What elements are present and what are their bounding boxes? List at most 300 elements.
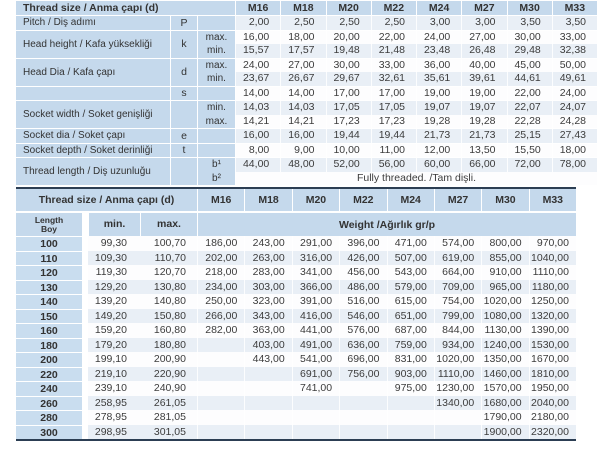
weight-cell: 2180,00 xyxy=(529,410,576,425)
weight-cell: 316,00 xyxy=(292,251,339,266)
dim-value-cell: 66,00 xyxy=(461,158,506,172)
weight-cell: 579,00 xyxy=(387,280,434,295)
weight-cell: 516,00 xyxy=(339,294,386,309)
min-cell: 199,10 xyxy=(94,353,127,365)
dim-value-cell: 19,28 xyxy=(416,115,461,129)
size-header-cell: M24 xyxy=(387,189,434,211)
weight-cell: 800,00 xyxy=(481,236,528,251)
weight-cell: 759,00 xyxy=(387,338,434,353)
weight-cell: 975,00 xyxy=(387,381,434,396)
dim-value-cell: 29,67 xyxy=(326,72,371,86)
dim-value-cell: 20,00 xyxy=(326,31,371,45)
dim-value-cell: 17,00 xyxy=(326,87,371,101)
dim-value-cell: 14,00 xyxy=(235,87,280,101)
dim-value-cell: 19,48 xyxy=(326,44,371,58)
weight-row xyxy=(16,352,576,367)
dim-modifier xyxy=(197,87,235,101)
min-cell: 298,95 xyxy=(94,425,127,438)
dim-group xyxy=(16,100,597,128)
dim-data-row xyxy=(197,101,597,115)
length-header xyxy=(16,213,82,236)
weight-row xyxy=(16,396,576,411)
weight-cell xyxy=(197,396,244,411)
dim-value-cell: 45,00 xyxy=(507,59,552,73)
weight-cell: 1340,00 xyxy=(434,396,481,411)
weight-cell: 903,00 xyxy=(387,367,434,382)
weight-cell xyxy=(339,396,386,411)
weight-cell xyxy=(244,425,291,440)
weight-cell: 2040,00 xyxy=(529,396,576,411)
weight-subheader-row xyxy=(16,211,576,236)
weight-cell: 1810,00 xyxy=(529,367,576,382)
length-cell: 220 xyxy=(16,367,82,382)
min-cell: 159,20 xyxy=(94,324,127,336)
weight-cell xyxy=(197,352,244,367)
weight-cell: 343,00 xyxy=(244,309,291,324)
weight-cell: 1570,00 xyxy=(481,381,528,396)
length-cell: 200 xyxy=(16,352,82,367)
weight-cell: 443,00 xyxy=(244,352,291,367)
dim-value-cell: 23,67 xyxy=(235,72,280,86)
weight-cell: 403,00 xyxy=(244,338,291,353)
dim-value-cell: 10,00 xyxy=(326,144,371,158)
dim-group xyxy=(16,157,597,185)
dim-modifier: max. xyxy=(197,115,235,129)
dim-symbol: e xyxy=(170,129,197,143)
weight-cell xyxy=(244,396,291,411)
weight-row xyxy=(16,265,576,280)
weight-cell: 303,00 xyxy=(244,280,291,295)
length-cell: 130 xyxy=(16,280,82,295)
size-header-cell: M20 xyxy=(292,189,339,211)
dim-modifier: min. xyxy=(197,44,235,58)
length-cell: 150 xyxy=(16,309,82,324)
dim-value-cell: 17,23 xyxy=(371,115,416,129)
dim-value-cell: 26,67 xyxy=(280,72,325,86)
weight-cell: 1350,00 xyxy=(481,352,528,367)
dim-value-cell: 19,44 xyxy=(326,129,371,143)
dim-value-cell: 2,00 xyxy=(235,16,280,30)
weight-cell: 1130,00 xyxy=(481,323,528,338)
weight-cell: 691,00 xyxy=(292,367,339,382)
dim-modifier xyxy=(197,144,235,158)
weight-cell: 363,00 xyxy=(244,323,291,338)
dim-value-cell: 16,00 xyxy=(280,129,325,143)
weight-cell: 664,00 xyxy=(434,265,481,280)
weight-cell xyxy=(339,425,386,440)
dim-group-rows xyxy=(197,158,597,185)
size-header-cell: M22 xyxy=(371,1,416,15)
max-cell: 110,70 xyxy=(154,251,186,264)
weight-cell: 266,00 xyxy=(197,309,244,324)
dim-value-cell: 33,00 xyxy=(371,59,416,73)
weight-cell: 341,00 xyxy=(292,265,339,280)
dim-group-rows xyxy=(197,101,597,128)
weight-cell: 1040,00 xyxy=(529,251,576,266)
dim-value-cell: 14,21 xyxy=(280,115,325,129)
weight-row xyxy=(16,338,576,353)
length-header-tr: Boy xyxy=(40,223,58,234)
dim-value-cell: 3,00 xyxy=(461,16,506,30)
weight-table xyxy=(16,187,576,441)
dim-group-rows xyxy=(197,129,597,143)
min-header: min. xyxy=(88,213,140,236)
dim-value-cell: 27,43 xyxy=(552,129,597,143)
dim-value-cell: 39,61 xyxy=(461,72,506,86)
weight-unit-header: Weight /Ağırlık gr/p xyxy=(197,213,576,236)
weight-cell: 1670,00 xyxy=(529,352,576,367)
dim-value-cell: 8,00 xyxy=(235,144,280,158)
dim-value-cell: 18,00 xyxy=(552,144,597,158)
dim-value-cell: 17,23 xyxy=(326,115,371,129)
max-cell: 220,90 xyxy=(153,367,186,380)
dim-value-cell: 49,61 xyxy=(552,72,597,86)
weight-cell xyxy=(197,367,244,382)
weight-cell: 799,00 xyxy=(434,309,481,324)
dim-value-cell: 40,00 xyxy=(461,59,506,73)
dim-value-cell: 22,00 xyxy=(371,31,416,45)
dim-modifier: max. xyxy=(197,31,235,45)
dim-value-cell: 16,00 xyxy=(235,129,280,143)
dim-group xyxy=(16,15,597,30)
weight-cell: 844,00 xyxy=(434,323,481,338)
dim-value-cell: 44,00 xyxy=(235,158,280,172)
weight-cell: 282,00 xyxy=(197,323,244,338)
weight-cell: 619,00 xyxy=(434,251,481,266)
dim-value-cell: 35,61 xyxy=(416,72,461,86)
dim-value-cell: 18,00 xyxy=(280,31,325,45)
dim-group-rows xyxy=(197,87,597,101)
dim-group xyxy=(16,30,597,58)
weight-row xyxy=(16,381,576,396)
fully-threaded-note: Fully threaded. /Tam dişli. xyxy=(235,172,597,186)
weight-cell xyxy=(292,425,339,440)
dim-value-cell: 17,00 xyxy=(371,87,416,101)
weight-cell: 391,00 xyxy=(292,294,339,309)
weight-cell: 243,00 xyxy=(244,236,291,251)
dim-value-cell: 27,00 xyxy=(280,59,325,73)
weight-row xyxy=(16,294,576,309)
weight-cell: 546,00 xyxy=(339,309,386,324)
min-cell: 109,30 xyxy=(94,251,127,264)
weight-cell: 1900,00 xyxy=(481,425,528,440)
weight-cell: 396,00 xyxy=(339,236,386,251)
size-header-cell: M18 xyxy=(280,1,325,15)
length-cell: 100 xyxy=(16,236,82,251)
dim-value-cell: 3,50 xyxy=(552,16,597,30)
weight-cell: 687,00 xyxy=(387,323,434,338)
dim-value-cell: 22,00 xyxy=(507,87,552,101)
weight-cell: 1230,00 xyxy=(434,381,481,396)
max-cell: 130,80 xyxy=(153,280,186,293)
weight-row xyxy=(16,251,576,266)
dim-group xyxy=(16,58,597,86)
dim-value-cell: 17,57 xyxy=(280,44,325,58)
dim-row-label: Thread length / Diş uzunluğu xyxy=(16,158,170,185)
dim-group xyxy=(16,86,597,101)
dim-value-cell: 24,00 xyxy=(235,59,280,73)
dim-value-cell: 14,00 xyxy=(280,87,325,101)
min-cell: 219,10 xyxy=(94,367,127,380)
weight-row xyxy=(16,236,576,251)
length-cell: 140 xyxy=(16,294,82,309)
max-cell: 160,80 xyxy=(153,324,186,336)
max-cell: 140,80 xyxy=(153,295,186,307)
dim-symbol: P xyxy=(170,16,197,30)
dim-value-cell: 24,00 xyxy=(552,87,597,101)
dim-value-cell: 30,00 xyxy=(326,59,371,73)
dim-value-cell: 17,05 xyxy=(371,101,416,115)
weight-cell: 615,00 xyxy=(387,294,434,309)
dim-data-row xyxy=(197,87,597,101)
weight-cell: 543,00 xyxy=(387,265,434,280)
weight-row xyxy=(16,280,576,295)
weight-cell: 741,00 xyxy=(292,381,339,396)
weight-size-headers xyxy=(197,189,576,211)
weight-cell xyxy=(292,410,339,425)
weight-cell: 970,00 xyxy=(529,236,576,251)
weight-cell: 283,00 xyxy=(244,265,291,280)
dim-value-cell: 25,15 xyxy=(507,129,552,143)
dim-modifier: max. xyxy=(197,59,235,73)
weight-cell: 491,00 xyxy=(292,338,339,353)
length-cell: 110 xyxy=(16,251,82,266)
size-header-cell: M30 xyxy=(507,1,552,15)
dim-value-cell: 11,00 xyxy=(371,144,416,158)
dim-value-cell: 3,50 xyxy=(507,16,552,30)
dim-value-cell: 22,07 xyxy=(507,101,552,115)
min-cell: 149,20 xyxy=(94,309,127,322)
dim-size-headers xyxy=(235,1,597,15)
dim-value-cell: 78,00 xyxy=(552,158,597,172)
weight-cell: 1950,00 xyxy=(529,381,576,396)
max-cell: 120,70 xyxy=(153,266,186,278)
weight-cell: 709,00 xyxy=(434,280,481,295)
weight-cell: 416,00 xyxy=(292,309,339,324)
dim-group xyxy=(16,128,597,143)
dim-modifier: b² xyxy=(197,172,235,186)
weight-cell xyxy=(244,367,291,382)
dim-value-cell: 21,73 xyxy=(461,129,506,143)
dim-data-row xyxy=(197,16,597,30)
weight-cell: 754,00 xyxy=(434,294,481,309)
dim-value-cell: 19,00 xyxy=(461,87,506,101)
size-header-cell: M27 xyxy=(434,189,481,211)
weight-cell xyxy=(434,410,481,425)
dim-symbol: s xyxy=(170,87,197,101)
dim-row-label: Head height / Kafa yüksekliği xyxy=(16,31,170,58)
weight-cell: 1180,00 xyxy=(529,280,576,295)
dim-data-row xyxy=(197,158,597,172)
dimensions-table xyxy=(16,1,597,185)
dim-value-cell: 2,50 xyxy=(371,16,416,30)
weight-cell: 323,00 xyxy=(244,294,291,309)
min-cell: 99,30 xyxy=(100,237,127,249)
dim-row-label: Socket depth / Soket derinliği xyxy=(16,144,170,158)
length-cell: 300 xyxy=(16,425,82,440)
dim-modifier xyxy=(197,16,235,30)
dim-data-row xyxy=(197,115,597,129)
dim-value-cell: 72,00 xyxy=(507,158,552,172)
weight-cell xyxy=(292,396,339,411)
weight-cell xyxy=(339,381,386,396)
dim-value-cell: 24,07 xyxy=(552,101,597,115)
size-header-cell: M33 xyxy=(529,189,576,211)
weight-cell: 934,00 xyxy=(434,338,481,353)
dim-group xyxy=(16,143,597,158)
weight-row xyxy=(16,410,576,425)
size-header-cell: M18 xyxy=(244,189,291,211)
weight-cell: 636,00 xyxy=(339,338,386,353)
dim-value-cell: 15,50 xyxy=(507,144,552,158)
dim-value-cell: 33,00 xyxy=(552,31,597,45)
weight-cell: 234,00 xyxy=(197,280,244,295)
dim-data-row xyxy=(197,129,597,143)
size-header-cell: M27 xyxy=(461,1,506,15)
dim-data-row xyxy=(197,72,597,86)
max-cell: 301,05 xyxy=(153,425,186,438)
weight-cell: 574,00 xyxy=(434,236,481,251)
dim-value-cell: 15,57 xyxy=(235,44,280,58)
weight-cell xyxy=(197,338,244,353)
dim-modifier xyxy=(197,129,235,143)
dim-value-cell: 3,00 xyxy=(416,16,461,30)
dim-modifier: b¹ xyxy=(197,158,235,172)
weight-body xyxy=(16,236,576,439)
dim-group-rows xyxy=(197,31,597,58)
weight-header-row xyxy=(16,189,576,211)
weight-cell: 1790,00 xyxy=(481,410,528,425)
dim-value-cell: 9,00 xyxy=(280,144,325,158)
weight-cell xyxy=(197,381,244,396)
min-cell: 129,20 xyxy=(94,280,127,293)
dim-modifier: min. xyxy=(197,101,235,115)
weight-cell xyxy=(197,425,244,440)
weight-cell: 1530,00 xyxy=(529,338,576,353)
weight-cell: 1460,00 xyxy=(481,367,528,382)
dim-value-cell: 24,00 xyxy=(416,31,461,45)
dim-value-cell: 44,61 xyxy=(507,72,552,86)
dim-value-cell: 29,48 xyxy=(507,44,552,58)
weight-cell: 1240,00 xyxy=(481,338,528,353)
weight-cell: 1390,00 xyxy=(529,323,576,338)
dim-row-label: Pitch / Diş adımı xyxy=(16,16,170,30)
dim-value-cell: 12,00 xyxy=(416,144,461,158)
length-header-en: Length xyxy=(34,214,64,225)
size-header-cell: M22 xyxy=(339,189,386,211)
dim-value-cell: 21,73 xyxy=(416,129,461,143)
dim-value-cell: 14,03 xyxy=(235,101,280,115)
dim-data-row xyxy=(197,59,597,73)
dim-value-cell: 22,28 xyxy=(507,115,552,129)
weight-cell: 202,00 xyxy=(197,251,244,266)
weight-cell: 366,00 xyxy=(292,280,339,295)
dim-group-rows xyxy=(197,144,597,158)
length-cell: 160 xyxy=(16,323,82,338)
max-header: max. xyxy=(140,213,197,236)
size-header-cell: M16 xyxy=(197,189,244,211)
size-header-cell: M20 xyxy=(326,1,371,15)
dim-value-cell: 60,00 xyxy=(416,158,461,172)
min-cell: 258,95 xyxy=(94,396,127,409)
weight-cell: 541,00 xyxy=(292,352,339,367)
weight-cell xyxy=(197,410,244,425)
dim-value-cell: 2,50 xyxy=(326,16,371,30)
size-header-cell: M16 xyxy=(235,1,280,15)
dim-value-cell: 56,00 xyxy=(371,158,416,172)
dim-row-label: Socket width / Soket genişliği xyxy=(16,101,170,128)
dim-value-cell: 30,00 xyxy=(507,31,552,45)
min-cell: 278,95 xyxy=(94,411,127,423)
dim-value-cell: 19,44 xyxy=(371,129,416,143)
dim-value-cell: 48,00 xyxy=(280,158,325,172)
dim-value-cell: 50,00 xyxy=(552,59,597,73)
weight-cell: 2320,00 xyxy=(529,425,576,440)
weight-row xyxy=(16,367,576,382)
weight-cell: 855,00 xyxy=(481,251,528,266)
length-cell: 120 xyxy=(16,265,82,280)
dim-value-cell: 26,48 xyxy=(461,44,506,58)
dim-value-cell: 19,00 xyxy=(416,87,461,101)
max-cell: 240,90 xyxy=(153,382,186,394)
dim-symbol: d xyxy=(170,59,197,86)
max-cell: 281,05 xyxy=(153,411,186,423)
dim-value-cell: 14,21 xyxy=(235,115,280,129)
weight-row xyxy=(16,425,576,440)
dim-header-row xyxy=(16,1,597,15)
dim-value-cell: 19,28 xyxy=(461,115,506,129)
dim-value-cell: 27,00 xyxy=(461,31,506,45)
weight-cell: 250,00 xyxy=(197,294,244,309)
weight-cell: 218,00 xyxy=(197,265,244,280)
weight-cell: 426,00 xyxy=(339,251,386,266)
dim-value-cell: 13,50 xyxy=(461,144,506,158)
weight-cell xyxy=(387,396,434,411)
dim-modifier: min. xyxy=(197,72,235,86)
max-cell: 150,80 xyxy=(153,309,186,322)
dim-symbol xyxy=(170,101,197,128)
weight-cell xyxy=(434,425,481,440)
dim-row-label xyxy=(16,87,170,101)
dim-value-cell: 16,00 xyxy=(235,31,280,45)
length-cell: 260 xyxy=(16,396,82,411)
weight-cell xyxy=(244,410,291,425)
min-cell: 179,20 xyxy=(94,338,127,351)
dim-body xyxy=(16,15,597,185)
length-cell: 280 xyxy=(16,410,82,425)
weight-cell xyxy=(387,425,434,440)
weight-cell xyxy=(339,410,386,425)
weight-cell: 696,00 xyxy=(339,352,386,367)
dim-value-cell: 17,05 xyxy=(326,101,371,115)
size-header-cell: M30 xyxy=(481,189,528,211)
weight-cell xyxy=(244,381,291,396)
dim-group-rows xyxy=(197,59,597,86)
dim-value-cell: 24,28 xyxy=(552,115,597,129)
weight-cell: 1320,00 xyxy=(529,309,576,324)
dim-value-cell: 36,00 xyxy=(416,59,461,73)
dim-value-cell: 21,48 xyxy=(371,44,416,58)
dim-value-cell: 2,50 xyxy=(280,16,325,30)
dim-value-cell: 32,61 xyxy=(371,72,416,86)
dim-corner-label: Thread size / Anma çapı (d) xyxy=(16,1,235,15)
dim-row-label: Head Dia / Kafa çapı xyxy=(16,59,170,86)
weight-cell: 263,00 xyxy=(244,251,291,266)
dim-group-rows xyxy=(197,16,597,30)
max-cell: 100,70 xyxy=(153,237,186,249)
dim-value-cell: 23,48 xyxy=(416,44,461,58)
size-header-cell: M24 xyxy=(416,1,461,15)
